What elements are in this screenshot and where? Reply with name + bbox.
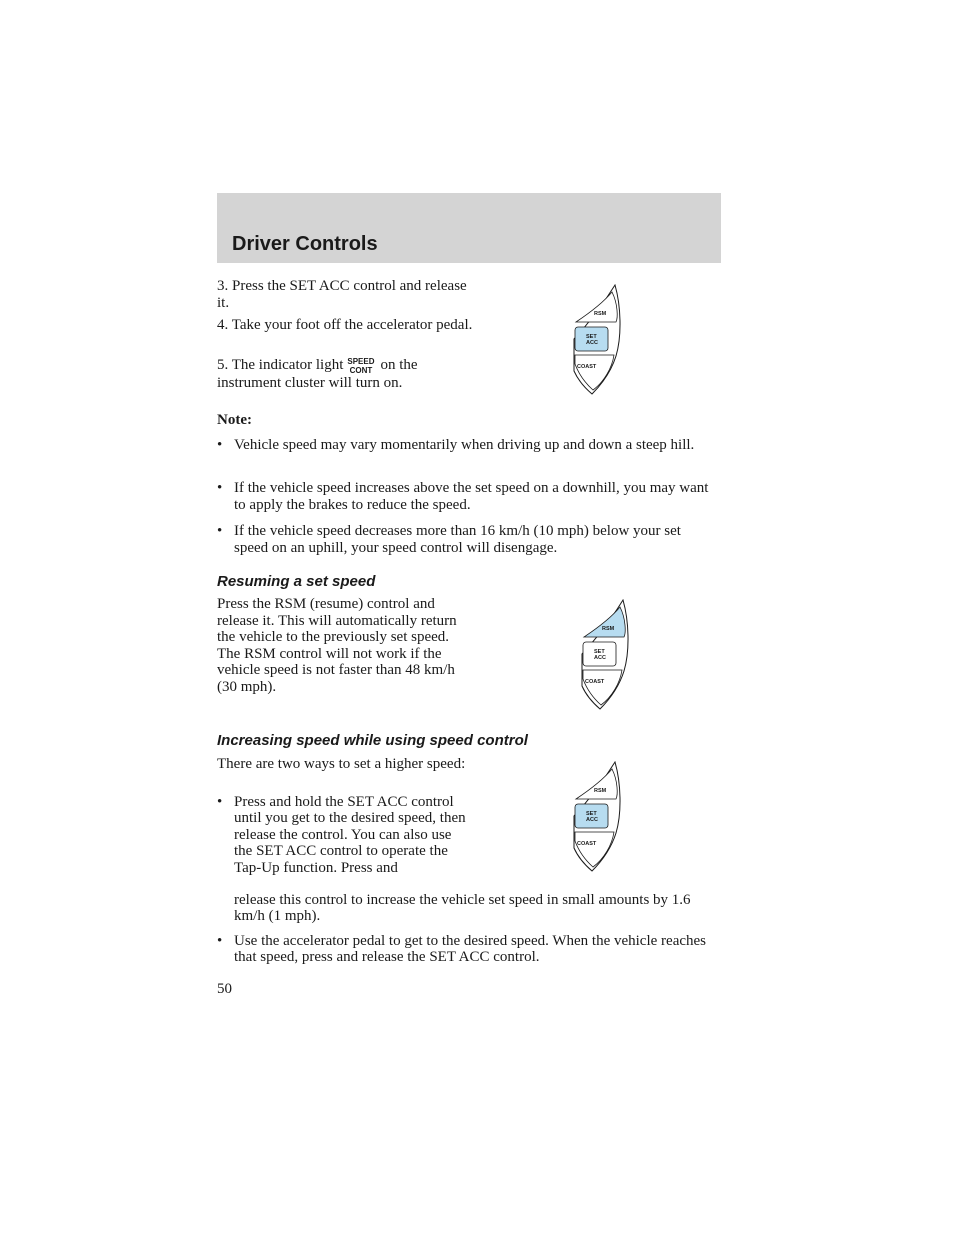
speed-control-switch-diagram-set-acc: [566, 284, 626, 396]
speed-control-indicator-icon: SPEED CONT: [347, 357, 375, 375]
rsm-label: RSM: [594, 311, 607, 317]
note-label: Note:: [217, 412, 252, 428]
step-4-text: 4. Take your foot off the accelerator pedal.: [217, 317, 473, 333]
rsm-label: RSM: [602, 626, 615, 632]
step-3-text: 3. Press the SET ACC control and release it.: [217, 278, 467, 311]
increase-bullet-1: • Press and hold the SET ACC control until you get to the desired speed, then release the control. You can also use the SET ACC control to operate the Tap-Up function. Press and release this control to increase the vehicle set speed in small amounts by 1.6 km/h (1 mph).: [217, 794, 691, 925]
rsm-label: RSM: [594, 788, 607, 794]
bullet-dot-icon: •: [217, 523, 223, 539]
set-label: SET: [594, 649, 605, 655]
speed-control-switch-diagram-rsm: [574, 599, 634, 711]
section-title: Driver Controls: [232, 233, 378, 255]
coast-label: COAST: [585, 679, 605, 685]
resume-body: Press the RSM (resume) control and release it. This will automatically return the vehicle to the previously set speed. The RSM control will not work if the vehicle speed is not faster than 48 km/h (30 mph).: [217, 596, 457, 695]
step-5-trail: on the: [380, 357, 418, 373]
acc-label: ACC: [594, 655, 606, 661]
increase-intro: There are two ways to set a higher speed:: [217, 756, 466, 772]
increase-heading: Increasing speed while using speed control: [217, 732, 528, 749]
coast-label: COAST: [577, 364, 597, 370]
bullet-dot-icon: •: [217, 933, 223, 949]
page-number: 50: [217, 981, 232, 997]
acc-label: ACC: [586, 817, 598, 823]
acc-label: ACC: [586, 340, 598, 346]
bullet-dot-icon: •: [217, 437, 223, 453]
bullet-dot-icon: •: [217, 794, 223, 810]
bullet-dot-icon: •: [217, 480, 223, 496]
coast-label: COAST: [577, 841, 597, 847]
speed-control-switch-diagram-tap-up: [566, 761, 626, 873]
resume-heading: Resuming a set speed: [217, 573, 376, 590]
step-5-lead: 5. The indicator light: [217, 357, 344, 373]
step-5-line2: instrument cluster will turn on.: [217, 375, 403, 391]
set-label: SET: [586, 811, 597, 817]
step-5-text: [217, 357, 517, 392]
set-label: SET: [586, 334, 597, 340]
section-header: [217, 193, 721, 263]
